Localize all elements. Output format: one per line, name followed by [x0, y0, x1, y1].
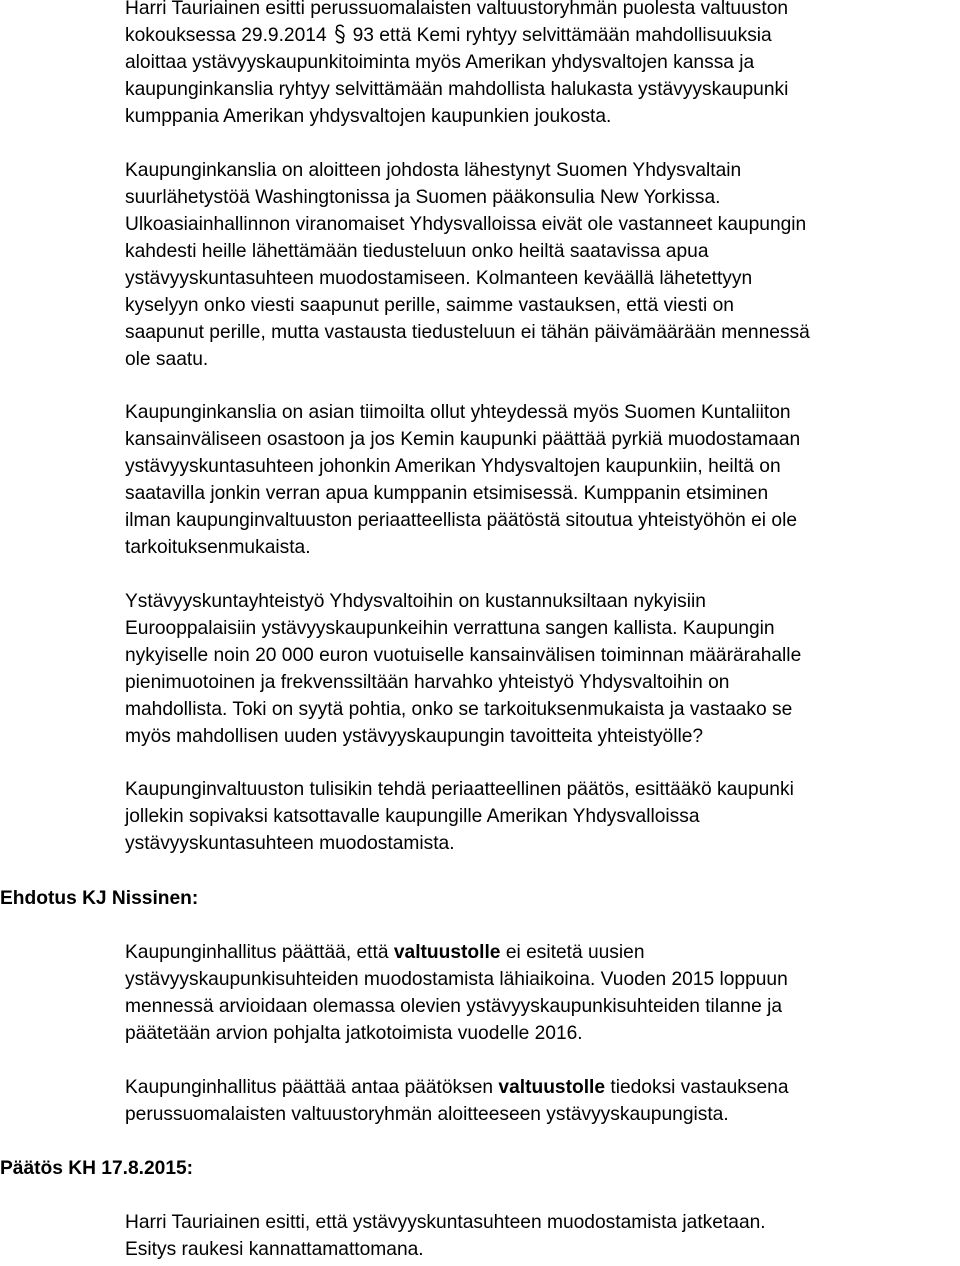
section-sign-icon [333, 24, 347, 44]
text-line: kansainväliseen osastoon ja jos Kemin kaupunki päättää pyrkiä muodostamaan [125, 429, 801, 450]
text-fragment: ei esitetä uusien [505, 942, 645, 963]
text-line: ystävyyskuntasuhteen muodostamista. [125, 833, 455, 854]
text-line: ilman kaupunginvaltuuston periaatteellista päätöstä sitoutua yhteistyöhön ei ole [125, 510, 798, 531]
text-line: Harri Tauriainen esitti perussuomalaisten valtuustoryhmän puolesta valtuuston [125, 0, 789, 19]
paragraph-costs [125, 588, 960, 750]
text-line: ystävyyskuntasuhteen muodostamiseen. Kolmanteen keväällä lähetettyyn [125, 268, 753, 289]
text-line: Eurooppalaisiin ystävyyskaupunkeihin verrattuna sangen kallista. Kaupungin [125, 618, 775, 639]
text-line: saapunut perille, mutta vastausta tiedusteluun ei tähän päivämäärään mennessä [125, 322, 810, 343]
paragraph-kuntaliitto [125, 399, 960, 561]
text-line: nykyiselle noin 20 000 euron vuotuiselle kansainvälisen toiminnan määrärahalle [125, 645, 802, 666]
paragraph-decision [125, 1209, 960, 1263]
bold-term: valtuustolle [393, 942, 501, 963]
text-line: Ystävyyskuntayhteistyö Yhdysvaltoihin on kustannuksiltaan nykyisiin [125, 591, 706, 612]
text-line: tarkoituksenmukaista. [125, 537, 311, 558]
paragraph-initiative [125, 0, 960, 130]
text-fragment: tiedoksi vastauksena [610, 1077, 789, 1098]
text-line: Harri Tauriainen esitti, että ystävyyskuntasuhteen muodostamista jatketaan. [125, 1212, 766, 1233]
text-fragment: 93 että Kemi ryhtyy selvittämään mahdollisuuksia [352, 25, 772, 46]
proposal-label: Ehdotus KJ Nissinen: [0, 888, 199, 909]
text-line: myös mahdollisen uuden ystävyyskaupungin tavoitteita yhteistyölle? [125, 726, 704, 747]
text-line: Ulkoasiainhallinnon viranomaiset Yhdysvalloissa eivät ole vastanneet kaupungin [125, 214, 807, 235]
paragraph-council-decision [125, 776, 960, 857]
text-line: kaupunginkanslia ryhtyy selvittämään mahdollista halukasta ystävyyskaupunki [125, 79, 789, 100]
text-line: saatavilla jonkin verran apua kumppanin etsimisessä. Kumppanin etsiminen [125, 483, 769, 504]
paragraph-proposal-notice [125, 1074, 960, 1128]
text-line: Kaupunginkanslia on aloitteen johdosta lähestynyt Suomen Yhdysvaltain [125, 160, 742, 181]
text-fragment: kokouksessa 29.9.2014 [125, 25, 327, 46]
text-line: ole saatu. [125, 349, 209, 370]
text-line: kyselyyn onko viesti saapunut perille, saimme vastauksen, että viesti on [125, 295, 734, 316]
text-line: Esitys raukesi kannattamattomana. [125, 1239, 424, 1260]
text-line: mennessä arvioidaan olemassa olevien ystävyyskaupunkisuhteiden tilanne ja [125, 996, 783, 1017]
text-line: mahdollista. Toki on syytä pohtia, onko se tarkoituksenmukaista ja vastaako se [125, 699, 793, 720]
text-line: pienimuotoinen ja frekvenssiltään harvahko yhteistyö Yhdysvaltoihin on [125, 672, 730, 693]
text-line: Kaupunginvaltuuston tulisikin tehdä periaatteellinen päätös, esittääkö kaupunki [125, 779, 794, 800]
bold-term: valtuustolle [498, 1077, 606, 1098]
paragraph-proposal [125, 939, 960, 1047]
text-fragment: Kaupunginhallitus päättää antaa päätöksen [125, 1077, 494, 1098]
text-fragment: Kaupunginhallitus päättää, että [125, 942, 389, 963]
paragraph-embassy-contact [125, 157, 960, 373]
text-line: suurlähetystöä Washingtonissa ja Suomen pääkonsulia New Yorkissa. [125, 187, 721, 208]
text-line: ystävyyskaupunkisuhteiden muodostamista lähiaikoina. Vuoden 2015 loppuun [125, 969, 788, 990]
text-line: kumppania Amerikan yhdysvaltojen kaupunkien joukosta. [125, 106, 612, 127]
text-line: ystävyyskuntasuhteen johonkin Amerikan Yhdysvaltojen kaupunkiin, heiltä on [125, 456, 781, 477]
text-line: kahdesti heille lähettämään tiedusteluun onko heiltä saatavissa apua [125, 241, 709, 262]
text-line: Kaupunginkanslia on asian tiimoilta ollut yhteydessä myös Suomen Kuntaliiton [125, 402, 791, 423]
text-line: aloittaa ystävyyskaupunkitoiminta myös Amerikan yhdysvaltojen kanssa ja [125, 52, 755, 73]
text-line [125, 1074, 960, 1101]
decision-label: Päätös KH 17.8.2015: [0, 1158, 194, 1179]
text-line [125, 22, 960, 49]
text-line [125, 939, 960, 966]
text-line: jollekin sopivaksi katsottavalle kaupungille Amerikan Yhdysvalloissa [125, 806, 700, 827]
text-line: päätetään arvion pohjalta jatkotoimista vuodelle 2016. [125, 1023, 583, 1044]
text-line: perussuomalaisten valtuustoryhmän aloitteeseen ystävyyskaupungista. [125, 1104, 729, 1125]
